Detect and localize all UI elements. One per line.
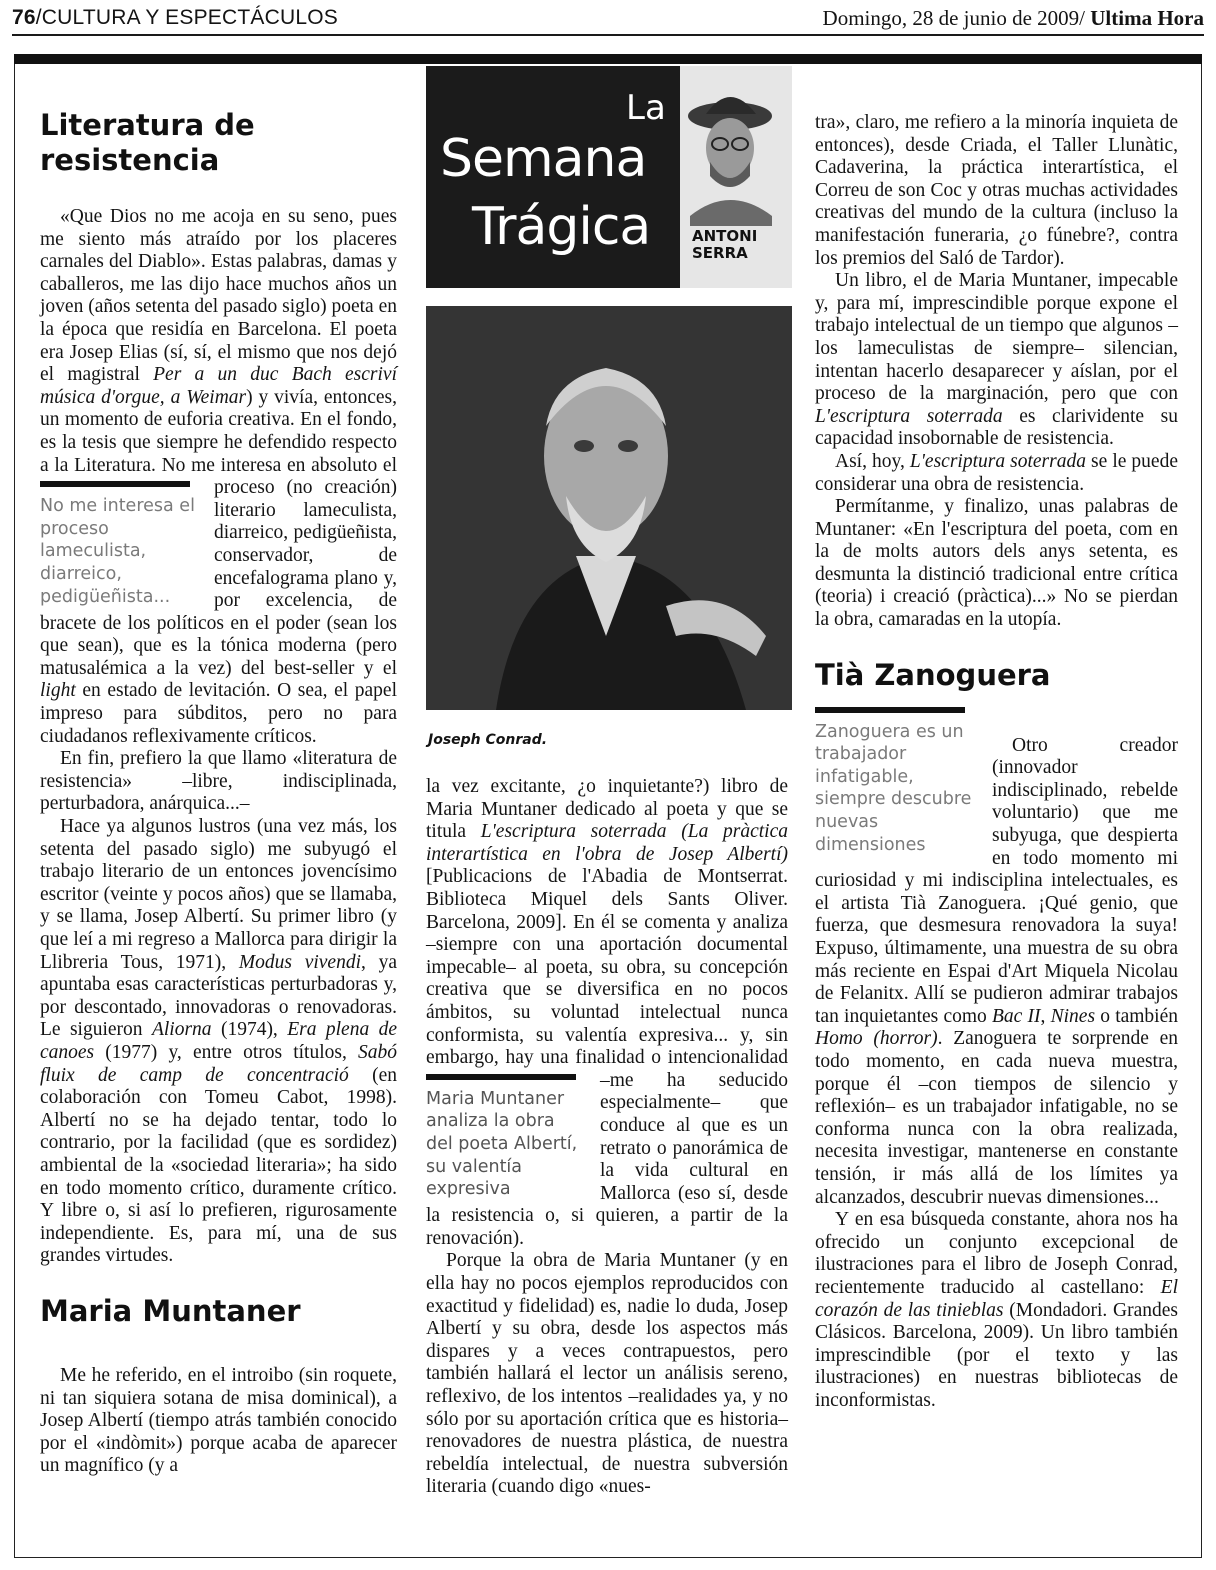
section-name: /CULTURA Y ESPECTÁCULOS bbox=[35, 6, 338, 29]
section-title-muntaner: Maria Muntaner bbox=[40, 1293, 301, 1328]
author-last-name: SERRA bbox=[692, 244, 748, 262]
paragraph: Permítanme, y finalizo, unas palabras de Muntaner: «En l'escriptura del poeta, com en la de molts autors dels anys setenta, es desmunta la distinció tradicional entre crítica (teoria) i creació (pràctica)...» No se pierdan la obra, camaradas en la utopía. bbox=[815, 496, 1178, 631]
author-first-name: ANTONI bbox=[692, 227, 758, 245]
paragraph: Me he referido, en el introibo (sin roquete, ni tan siquiera sotana de misa dominical), a Josep Albertí (tiempo atrás también conocido por el «indòmit») porque acaba de aparecer un magnífico (y a bbox=[40, 1364, 397, 1477]
pullquote-rule bbox=[815, 707, 965, 713]
column-1 bbox=[40, 108, 397, 1478]
pullquote-literatura: No me interesa el proceso lameculista, diarreico, pedigüeñista... bbox=[40, 477, 200, 608]
paragraph: Así, hoy, L'escriptura soterrada se le puede considerar una obra de resistencia. bbox=[815, 450, 1178, 495]
section-title-zanoguera: Tià Zanoguera bbox=[815, 657, 1051, 692]
photo-caption: Joseph Conrad. bbox=[428, 732, 548, 748]
logo-word-semana: Semana bbox=[440, 129, 647, 189]
column-3 bbox=[815, 112, 1178, 1412]
pullquote-rule bbox=[426, 1074, 576, 1080]
paragraph: Porque la obra de Maria Muntaner (y en ella hay no pocos ejemplos reproducidos con exactitud y fidelidad) es, nadie lo duda, Josep Albertí y su obra, desde los aspectos más dispares y a veces contrapuestos, pero también hallará el lector un análisis sereno, reflexivo, de los intentos –realidades ya, y no sólo por su aportación crítica que es historia– renovadores de nuestra plástica, de nuestra rebeldía intelectual, de nuestra subversión literaria (cuando digo «nues- bbox=[426, 1250, 788, 1498]
conrad-photo bbox=[426, 306, 792, 710]
paragraph: Hace ya algunos lustros (una vez más, los setenta del pasado siglo) me subyugó el trabajo literario de un entonces jovencísimo escritor (veinte y pocos años) que se llamaba, y se llama, Josep Albertí. Su primer libro (y que leí a mi regreso a Mallorca para dirigir la Llibreria Tous, 1971), Modus vivendi, ya apuntaba esas características perturbadoras y, por descontado, innovadoras o renovadoras. Le siguieron Aliorna (1974), Era plena de canoes (1977) y, entre otros títulos, Sabó fluix de camp de concentració (en colaboración con Tomeu Cabot, 1998). Albertí no se ha dejado tentar, todo lo contrario, por la facilidad (que es sordidez) ambiental de la «sociedad literaria»; ha sido en todo momento crítico, duramente crítico. Y libre o, si así lo prefieren, rigurosamente independiente. Es, para mí, una de sus grandes virtudes. bbox=[40, 816, 397, 1267]
section-title-literatura: Literatura de resistencia bbox=[40, 108, 255, 177]
header-rule bbox=[12, 34, 1204, 36]
pullquote-rule bbox=[40, 481, 190, 487]
newspaper-name: Ultima Hora bbox=[1090, 6, 1204, 30]
paragraph: Otro creador (innovador indisciplinado, rebelde voluntario) que me subyuga, que despierta en todo momento mi curiosidad y mi indisciplina intelectuales, es el artista Tià Zanoguera. ¡Qué genio, que fuerza, que desmesura renovadora la suya! Expuso, últimamente, una muestra de su obra más reciente en Espai d'Art Miquela Nicolau de Felanitx. Allí se pudieron admirar trabajos tan inquietantes como Bac II, Nines o también Homo (horror). Zanoguera te sorprende en todo momento, en cada nueva muestra, porque él –con tiempos de silencio y reflexión– es un trabajador infatigable, no se conforma nunca con la obra realizada, necesita investigar, mantenerse en constante tensión, ir más allá de los límites ya alcanzados, descubrir nuevas dimensiones... bbox=[815, 734, 1179, 1208]
column-2 bbox=[426, 776, 788, 1499]
paragraph: tra», claro, me refiero a la minoría inquieta de entonces), desde Criada, el Taller Llunàtic, Cadaverina, la práctica interartística, el Correu de son Coc y otras muchas actividades creativas del mundo de la cultura (incluso la manifestación funeraria, ¿o fúnebre?, contra los premios del Saló de Tardor). bbox=[815, 112, 1178, 269]
page-section-label bbox=[12, 6, 338, 30]
article-top-bar bbox=[14, 54, 1202, 64]
paragraph: la vez excitante, ¿o inquietante?) libro de Maria Muntaner dedicado al poeta y que se titula L'escriptura soterrada (La pràctica interartística en l'obra de Josep Albertí) [Publicacions de l'Abadia de Montserrat. Biblioteca Miquel dels Sants Oliver. Barcelona, 2009]. En él se comenta y analiza –siempre con una aportación documental impecable– al poeta, su obra, su concepción creativa que se diversifica en no pocos ámbitos, su voluntad intelectual nunca conformista, su valentía expresiva... y, sin embargo, hay una finalidad o intencionalidad –me ha Maria Muntaner analiza la obra del poeta Albertí, su valentía expresiva seducido especialmente– que conduce al que es un retrato o panorámica de la vida cultural en Mallorca (eso sí, desde la resistencia o, si quieren, a partir de la renovación). bbox=[426, 776, 789, 1249]
pullquote-zanoguera: Zanoguera es un trabajador infatigable, siempre descubre nuevas dimensiones bbox=[815, 707, 980, 857]
paragraph: «Que Dios no me acoja en su seno, pues me siento más atraído por los placeres carnales del Diablo». Estas palabras, damas y caballeros, me las dijo hace muchos años un joven (años setenta del pasado siglo) poeta en la época que residía en Barcelona. El poeta era Josep Elias (sí, sí, el mismo que nos dejó el magistral Per a un duc Bach escriví música d'orgue, a Weimar) y vivía, entonces, un momento de euforia creativa. En el fondo, es la tesis que siempre he defendido respecto a la Literatura. No me interesa No me interesa el proceso lameculista, diarreico, pedigüeñista... en absoluto el proceso (no creación) literario lameculista, diarreico, pedigüeñista, conservador, de encefalograma plano y, por excelencia, de bracete de los políticos en el poder (sean los que sean), que es la tónica moderna (pero matusalémica a la vez) del best-seller y el light en estado de levitación. O sea, el papel impreso para súbditos, pero no para ciudadanos reflexivamente críticos. bbox=[40, 206, 397, 747]
paragraph: Y en esa búsqueda constante, ahora nos ha ofrecido un conjunto excepcional de ilustraciones para el libro de Joseph Conrad, recientemente traducido al castellano: El corazón de las tinieblas (Mondadori. Grandes Clásicos. Barcelona, 2009). Un libro también imprescindible (por el texto y las ilustraciones) en nuestras bibliotecas de inconformistas. bbox=[815, 1209, 1178, 1411]
paragraph: En fin, prefiero la que llamo «literatura de resistencia» –libre, indisciplinada, perturbadora, anárquica...– bbox=[40, 748, 397, 815]
portrait-photo-icon bbox=[426, 306, 792, 710]
logo-word-la: La bbox=[626, 88, 666, 128]
date-and-paper bbox=[823, 6, 1204, 31]
logo-word-tragica: Trágica bbox=[472, 197, 651, 257]
author-byline bbox=[692, 228, 757, 262]
page-number: 76 bbox=[12, 6, 36, 29]
pullquote-muntaner: Maria Muntaner analiza la obra del poeta Albertí, su valentía expresiva bbox=[426, 1070, 586, 1201]
running-head bbox=[12, 4, 1204, 32]
paragraph: Un libro, el de Maria Muntaner, impecable y, para mí, imprescindible porque expone el trabajo intelectual de un tiempo que algunos –los lameculistas de siempre– silencian, intentan hacerlo desaparecer y aíslan, por el proceso de la marginación, pero que con L'escriptura soterrada es clarividente su capacidad insobornable de resistencia. bbox=[815, 270, 1178, 450]
issue-date: Domingo, 28 de junio de 2009/ bbox=[822, 6, 1086, 30]
